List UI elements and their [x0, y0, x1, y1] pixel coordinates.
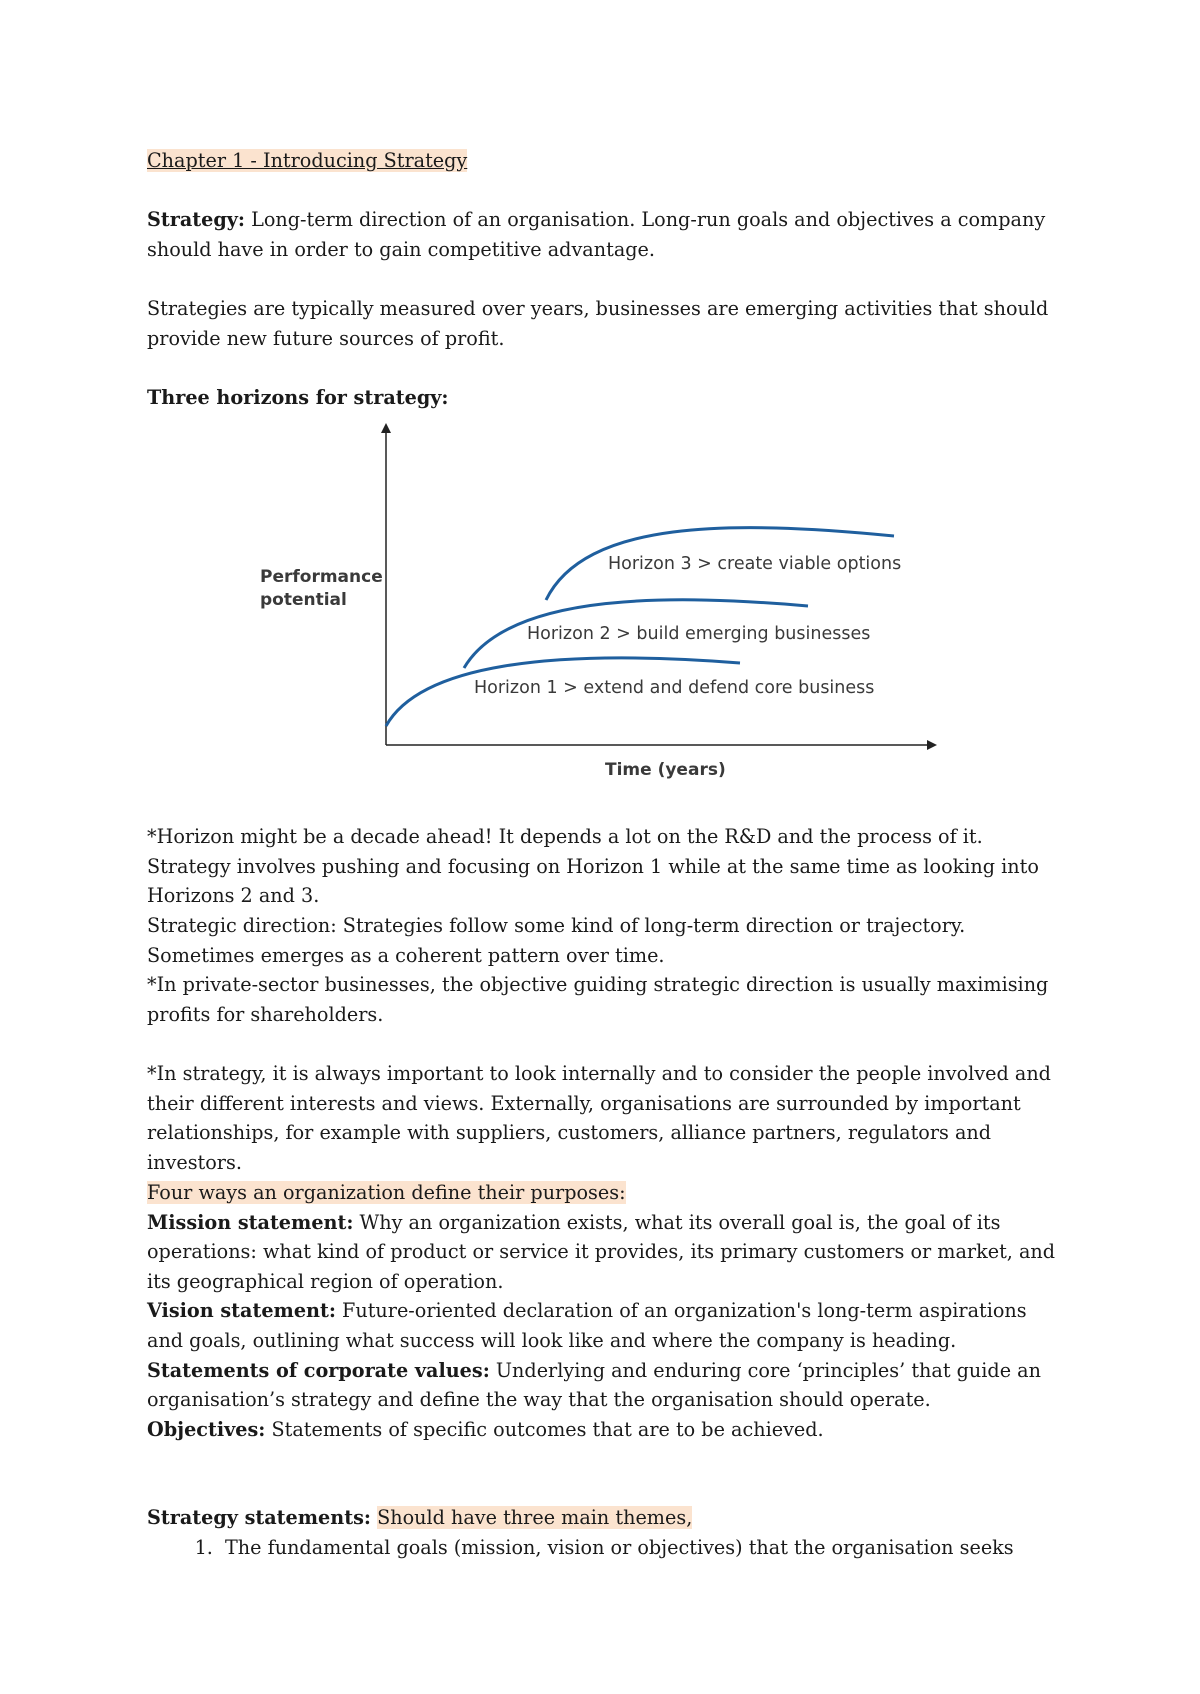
- three-horizons-figure: [250, 420, 950, 790]
- purpose-term: Vision statement:: [147, 1299, 336, 1323]
- purpose-text: Statements of specific outcomes that are to be achieved.: [265, 1417, 824, 1441]
- measured-paragraph: [147, 294, 1067, 353]
- y-axis-label-line1: Performance: [260, 567, 383, 587]
- purpose-text: Why an organization exists, what its overall goal is, the goal of its operations: what kind of product or service it provides, its primary customers or market, and its geographical region of operation.: [147, 1210, 1056, 1293]
- horizons-heading: Three horizons for strategy:: [147, 386, 449, 409]
- horizon-2-label: Horizon 2 > build emerging businesses: [527, 624, 871, 644]
- internal-note: [147, 1059, 1067, 1177]
- strategy-statements-highlight: Should have three main themes,: [377, 1506, 693, 1529]
- list-item: 1. The fundamental goals (mission, vision or objectives) that the organisation seeks: [219, 1533, 1067, 1563]
- measured-text: Strategies are typically measured over years, businesses are emerging activities that should provide new future sources of profit.: [147, 297, 1049, 350]
- purpose-values: [147, 1356, 1067, 1415]
- strategic-direction-text: Strategic direction: Strategies follow some kind of long-term direction or trajectory. Sometimes emerges as a coherent pattern over time.: [147, 914, 966, 967]
- purpose-term: Objectives:: [147, 1417, 266, 1441]
- horizon-3-label: Horizon 3 > create viable options: [608, 554, 902, 574]
- purpose-objectives: [147, 1415, 1067, 1445]
- purpose-text: Future-oriented declaration of an organization's long-term aspirations and goals, outlining what success will look like and where the company is heading.: [147, 1299, 1027, 1352]
- strategy-definition: [147, 205, 1067, 264]
- chapter-title-block: [147, 146, 1067, 176]
- purpose-mission: [147, 1208, 1067, 1297]
- strategy-definition-text: Long-term direction of an organisation. Long-run goals and objectives a company should have in order to gain competitive advantage.: [147, 208, 1046, 261]
- x-axis-label: Time (years): [605, 760, 726, 780]
- horizons-heading-block: [147, 383, 1067, 413]
- y-axis-label-line2: potential: [260, 590, 347, 610]
- horizon-note: [147, 822, 1067, 911]
- purpose-vision: [147, 1296, 1067, 1355]
- strategy-term: Strategy:: [147, 208, 245, 231]
- purpose-term: Mission statement:: [147, 1210, 354, 1234]
- internal-note-text: *In strategy, it is always important to look internally and to consider the people involved and their different interests and views. Externally, organisations are surrounded by important relationships, for example with suppliers, customers, alliance partners, regulators and investors.: [147, 1062, 1051, 1174]
- purposes-section: [147, 1178, 1067, 1444]
- horizon-1-label: Horizon 1 > extend and defend core business: [474, 678, 875, 698]
- purpose-term: Statements of corporate values:: [147, 1358, 490, 1382]
- horizon-note-text: *Horizon might be a decade ahead! It depends a lot on the R&D and the process of it. Strategy involves pushing and focusing on Horizon 1 while at the same time as looking into Horizons 2 and 3.: [147, 825, 1039, 908]
- purpose-text: Underlying and enduring core ‘principles’ that guide an organisation’s strategy and define the way that the organisation should operate.: [147, 1358, 1041, 1412]
- strategy-statements-section: [147, 1503, 1067, 1562]
- private-sector-note: *In private-sector businesses, the objective guiding strategic direction is usually maximising profits for shareholders.: [147, 973, 1049, 1026]
- themes-list: [147, 1533, 1067, 1563]
- strategic-direction-block: [147, 911, 1067, 1029]
- four-ways-heading: Four ways an organization define their purposes:: [147, 1181, 626, 1204]
- chapter-title: Chapter 1 - Introducing Strategy: [147, 149, 468, 172]
- strategy-statements-term: Strategy statements:: [147, 1506, 371, 1529]
